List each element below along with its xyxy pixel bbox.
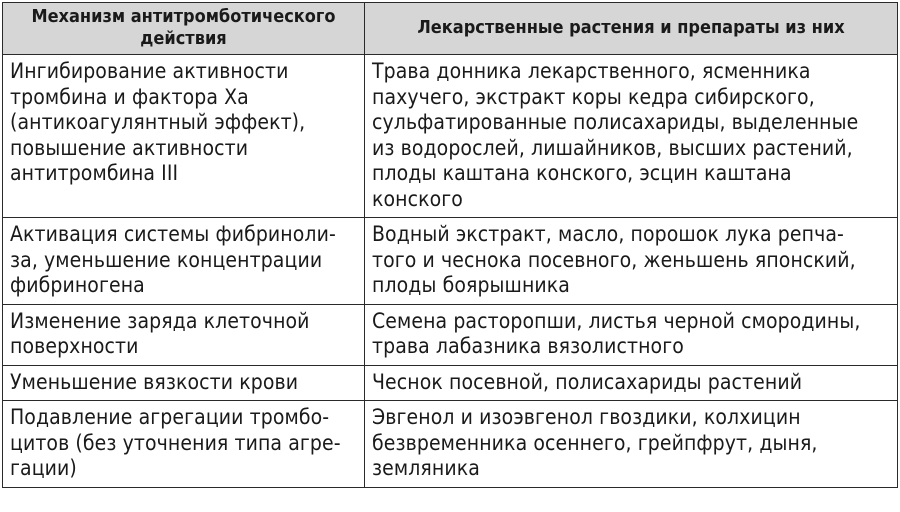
mechanism-text: Изменение заряда клеточной поверхности [10,308,310,358]
table-row [3,218,898,305]
mechanism-cell [3,304,365,365]
mechanism-text: Подавление агрегации тромбо- цитов (без уточнения типа агре- гации) [10,405,341,480]
table-row [3,365,898,401]
plants-cell [365,401,898,488]
mechanism-text: Ингибирование активности тромбина и фактора Xa (антикоагулянтный эффект), повышение активности антитромбина III [10,59,306,185]
table-row [3,55,898,218]
plants-text: Чеснок посевной, полисахариды растений [372,369,803,394]
mechanism-cell [3,401,365,488]
table-header-row [3,3,898,55]
plants-cell [365,218,898,305]
plants-text: Эвгенол и изоэвгенол гвоздики, колхицин безвременника осеннего, грейпфрут, дыня, земляника [372,405,818,480]
table-row [3,304,898,365]
header-plants-text: Лекарственные растения и препараты из них [417,17,845,38]
plants-cell [365,365,898,401]
plants-cell [365,55,898,218]
mechanism-cell [3,218,365,305]
plants-cell [365,304,898,365]
mechanism-cell [3,55,365,218]
header-mechanism-text: Механизм антитромботического действия [31,6,336,49]
mechanism-text: Активация системы фибриноли- за, уменьшение концентрации фибриногена [10,222,336,297]
mechanism-cell [3,365,365,401]
mechanism-table [2,2,898,488]
header-mechanism [3,3,365,55]
plants-text: Трава донника лекарственного, ясменника пахучего, экстракт коры кедра сибирского, сульфатированные полисахариды, выделенные из водорослей, лишайников, высших растений, плоды каштана конского, эсцин каштана конского [372,59,859,211]
header-plants [365,3,898,55]
plants-text: Семена расторопши, листья черной смородины, трава лабазника вязолистного [372,308,861,358]
mechanism-text: Уменьшение вязкости крови [10,369,299,394]
table-row [3,401,898,488]
plants-text: Водный экстракт, масло, порошок лука репча- того и чеснока посевного, женьшень японский, плоды боярышника [372,222,856,297]
